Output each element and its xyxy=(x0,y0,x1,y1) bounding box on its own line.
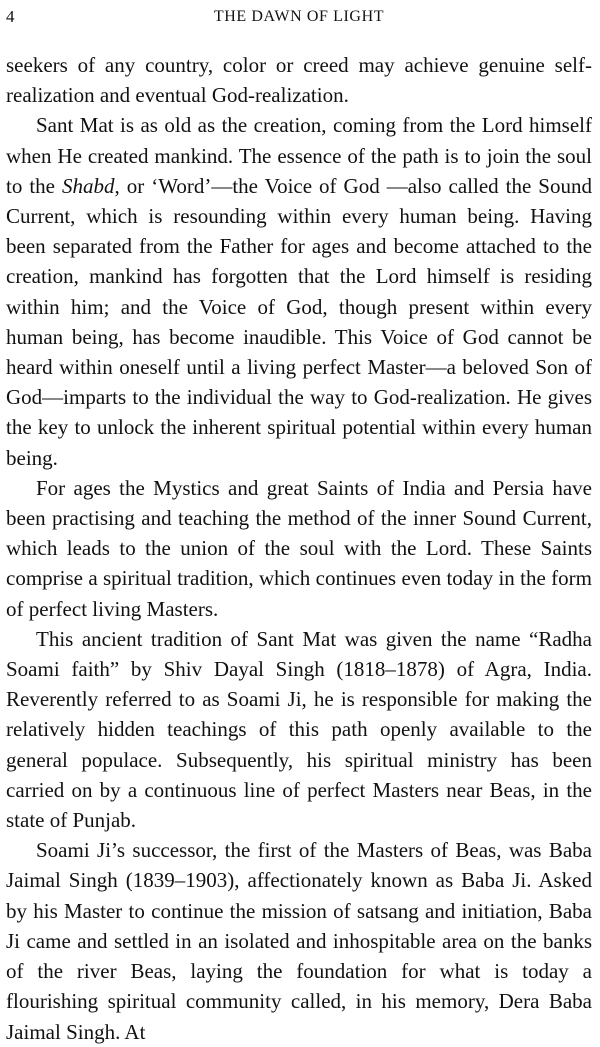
paragraph-sant-mat-post: , or ‘Word’—the Voice of God —also called the Sound Current, which is resounding within every human being. Having been separated from the Father for ages and become attached to the creation, mankind has forgotten that the Lord himself is residing within him; and the Voice of God, though present within every human being, has become inaudible. This Voice of God cannot be heard within oneself until a living perfect Master—a beloved Son of God—imparts to the individual the way to God-realization. He gives the key to unlock the inherent spiritual potential within every human being. xyxy=(6,173,592,470)
paragraph-continuation: seekers of any country, color or creed may achieve genuine self-realization and eventual God-realization. xyxy=(6,53,592,108)
page-header xyxy=(6,6,592,28)
paragraph-baba-jaimal-singh: Soami Ji’s successor, the first of the Masters of Beas, was Baba Jaimal Singh (1839–1903), affectionately known as Baba Ji. Asked by his Master to continue the mission of satsang and initiation, Baba Ji came and settled in an isolated and inhospitable area on the banks of the river Beas, laying the foundation for what is today a flourishing spiritual community called, in his memory, Dera Baba Jaimal Singh. At xyxy=(6,838,592,1044)
running-title: THE DAWN OF LIGHT xyxy=(213,8,385,25)
shabd-term: Shabd xyxy=(61,173,115,198)
paragraph-sant-mat xyxy=(6,110,592,472)
body-text xyxy=(6,50,592,1047)
page-number: 4 xyxy=(6,7,15,26)
paragraph-mystics: For ages the Mystics and great Saints of India and Persia have been practising and teaching the method of the inner Sound Current, which leads to the union of the soul with the Lord. These Saints comprise a spiritual tradition, which continues even today in the form of perfect living Masters. xyxy=(6,475,592,621)
paragraph-radha-soami: This ancient tradition of Sant Mat was given the name “Radha Soami faith” by Shiv Dayal Singh (1818–1878) of Agra, India. Reverently referred to as Soami Ji, he is responsible for making the relatively hidden teachings of this path openly available to the general populace. Subsequently, his spiritual ministry has been carried on by a continuous line of perfect Masters near Beas, in the state of Punjab. xyxy=(6,626,592,833)
paragraph-sant-mat-pre: Sant Mat is as old as the creation, coming from the Lord himself when He created mankind. The essence of the path is to join the soul to the xyxy=(6,113,592,198)
